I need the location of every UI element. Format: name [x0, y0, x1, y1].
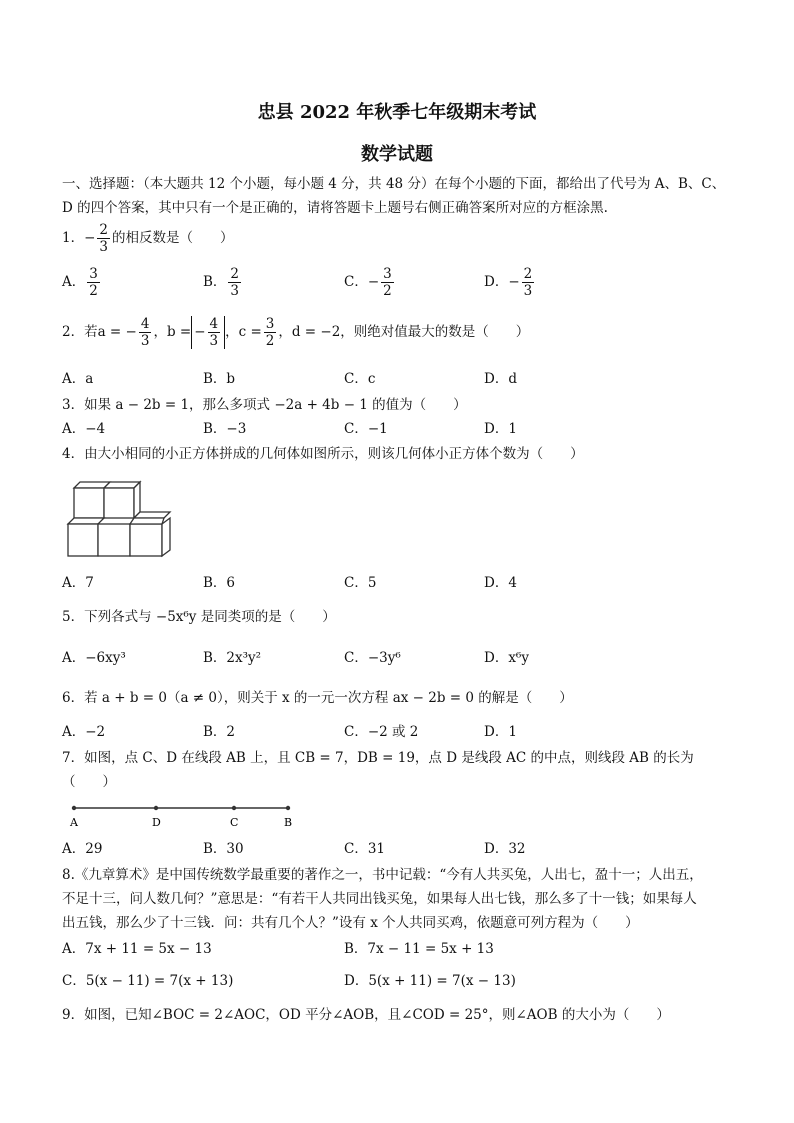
question-8-line1: 8.《九章算术》是中国传统数学最重要的著作之一，书中记载：“今有人共买兔，人出七，盈十一；人出五， [62, 867, 703, 883]
q6-option-a: A．−2 [62, 724, 106, 740]
question-7: 7．如图，点 C、D 在线段 AB 上，且 CB = 7，DB = 19，点 D 是线段 AC 的中点，则线段 AB 的长为 [62, 750, 694, 766]
exam-title: 忠县 2022 年秋季七年级期末考试 [257, 102, 537, 123]
exam-subtitle: 数学试题 [361, 144, 433, 165]
q6-option-b: B．2 [203, 724, 236, 740]
q8-option-a: A．7x + 11 = 5x − 13 [62, 941, 212, 957]
q5-option-d: D．x⁶y [484, 650, 529, 666]
q7-point-a: A [70, 816, 78, 829]
q4-cube-figure [64, 478, 176, 560]
question-1 [62, 222, 234, 255]
q8-option-d: D．5(x + 11) = 7(x − 13) [344, 973, 516, 989]
question-9: 9．如图，已知∠BOC = 2∠AOC，OD 平分∠AOB，且∠COD = 25°，则∠AOB 的大小为（ ） [62, 1007, 670, 1023]
q3-option-b: B．−3 [203, 421, 247, 437]
q1-text: 的相反数是（ ） [112, 230, 234, 246]
q3-option-a: A．−4 [62, 421, 106, 437]
q2-option-c: C．c [344, 371, 376, 387]
question-3: 3．如果 a − 2b = 1，那么多项式 −2a + 4b − 1 的值为（ ） [62, 397, 467, 413]
q7-option-c: C．31 [344, 841, 386, 857]
q7-point-b: B [284, 816, 293, 829]
q1-option-b: B． $\frac{2}{3}$ [203, 266, 240, 299]
q7-point-c: C [230, 816, 239, 829]
q1-option-d: D．− $\frac{2}{3}$ [484, 266, 533, 299]
section-instructions-line1: 一、选择题：（本大题共 12 个小题，每小题 4 分，共 48 分）在每个小题的下面，都给出了代号为 A、B、C、 [62, 176, 726, 192]
q2-absolute-value: − $\frac{4}{3}$ [191, 316, 225, 349]
q4-option-d: D．4 [484, 575, 517, 591]
q3-option-c: C．−1 [344, 421, 388, 437]
question-8-line2: 不足十三，问人数几何？”意思是：“有若干人共同出钱买兔，如果每人出七钱，那么多了十一钱；如果每人 [62, 891, 697, 907]
q1-neg: − [84, 230, 96, 246]
question-4: 4．由大小相同的小正方体拼成的几何体如图所示，则该几何体小正方体个数为（ ） [62, 446, 584, 462]
q3-option-d: D．1 [484, 421, 517, 437]
q2-option-b: B．b [203, 371, 236, 387]
q4-option-c: C．5 [344, 575, 377, 591]
q7-option-d: D．32 [484, 841, 526, 857]
q1-option-a: A． $\frac{3}{2}$ [62, 266, 98, 299]
question-5: 5．下列各式与 −5x⁶y 是同类项的是（ ） [62, 609, 336, 625]
q2-option-d: D．d [484, 371, 517, 387]
q7-option-a: A．29 [62, 841, 103, 857]
q1-fraction: $\frac{2}{3}$ [99, 222, 108, 255]
q5-option-c: C．−3y⁶ [344, 650, 401, 666]
q8-option-c: C．5(x − 11) = 7(x + 13) [62, 973, 234, 989]
q1-number: 1． [62, 230, 85, 246]
question-6: 6．若 a + b = 0（a ≠ 0），则关于 x 的一元一次方程 ax − 2b = 0 的解是（ ） [62, 690, 573, 706]
q8-option-b: B．7x − 11 = 5x + 13 [344, 941, 494, 957]
q7-segment-figure [64, 798, 304, 830]
q1-option-c: C．− $\frac{3}{2}$ [344, 266, 392, 299]
section-instructions-line2: D 的四个答案，其中只有一个是正确的，请将答题卡上题号右侧正确答案所对应的方框涂黑. [62, 200, 608, 216]
q6-option-c: C．−2 或 2 [344, 724, 419, 740]
question-8-line3: 出五钱，那么少了十三钱．问：共有几个人？”设有 x 个人共同买鸡，依题意可列方程为（ ） [62, 915, 639, 931]
q4-option-a: A．7 [62, 575, 94, 591]
q7-option-b: B．30 [203, 841, 244, 857]
q5-option-a: A．−6xy³ [62, 650, 126, 666]
q4-option-b: B．6 [203, 575, 236, 591]
q5-option-b: B．2x³y² [203, 650, 262, 666]
question-2: 2．若a = − $\frac{4}{3}$ ，b = − $\frac{4}{3}$ ，c = $\frac{3}{2}$ ，d = −2，则绝对值最大的数是（ ） [62, 316, 530, 349]
q2-option-a: A．a [62, 371, 94, 387]
question-7-paren: （ ） [62, 774, 116, 790]
q7-point-d: D [152, 816, 161, 829]
q6-option-d: D．1 [484, 724, 517, 740]
